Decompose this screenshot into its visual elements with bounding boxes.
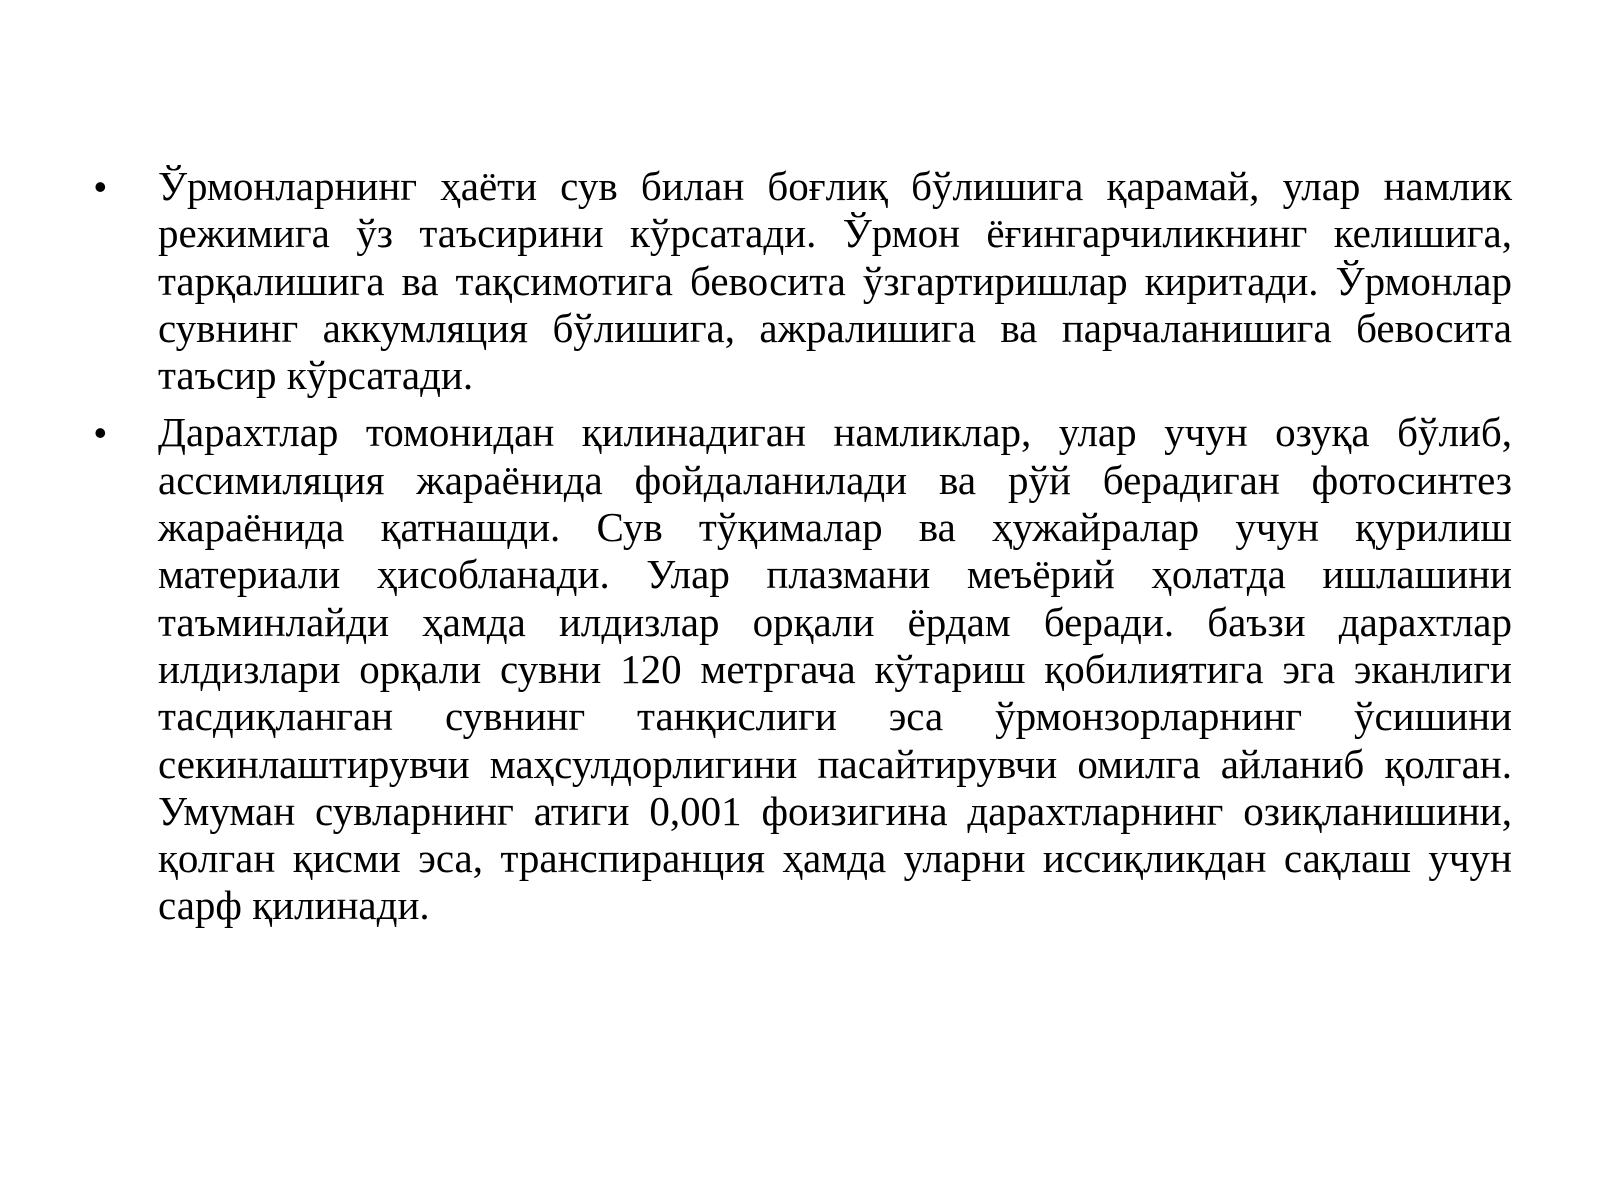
paragraph-tree-water-use: Дарахтлар томонидан қилинадиган намликлар, улар учун озуқа бўлиб, ассимиляция жараёнида фойдаланилади ва рўй берадиган фотосинтез жараёнида қатнашди. Сув тўқималар ва ҳужайралар учун қурилиш материали ҳисобланади. Улар плазмани меъёрий ҳолатда ишлашини таъминлайди ҳамда илдизлар орқали ёрдам беради. баъзи дарахтлар илдизлари орқали сувни 120 метргача кўтариш қобилиятига эга эканлиги тасдиқланган сувнинг танқислиги эса ўрмонзорларнинг ўсишини секинлаштирувчи маҳсулдорлигини пасайтирувчи омилга айланиб қолган. Умуман сувларнинг атиги 0,001 фоизигина дарахтларнинг озиқланишини, қолган қисми эса, транспиранция ҳамда уларни иссиқликдан сақлаш учун сарф қилинади.	[158, 409, 1512, 929]
bullet-item-tree-water-use	[88, 409, 1512, 929]
bullet-list	[88, 163, 1512, 940]
paragraph-forest-moisture: Ўрмонларнинг ҳаёти сув билан боғлиқ бўлишига қарамай, улар намлик режимига ўз таъсирини кўрсатади. Ўрмон ёғингарчиликнинг келишига, тарқалишига ва тақсимотига бевосита ўзгартиришлар киритади. Ўрмонлар сувнинг аккумляция бўлишига, ажралишига ва парчаланишига бевосита таъсир кўрсатади.	[158, 163, 1512, 399]
bullet-marker: •	[94, 166, 107, 207]
bullet-marker: •	[94, 412, 107, 454]
bullet-item-forest-moisture	[88, 163, 1512, 399]
